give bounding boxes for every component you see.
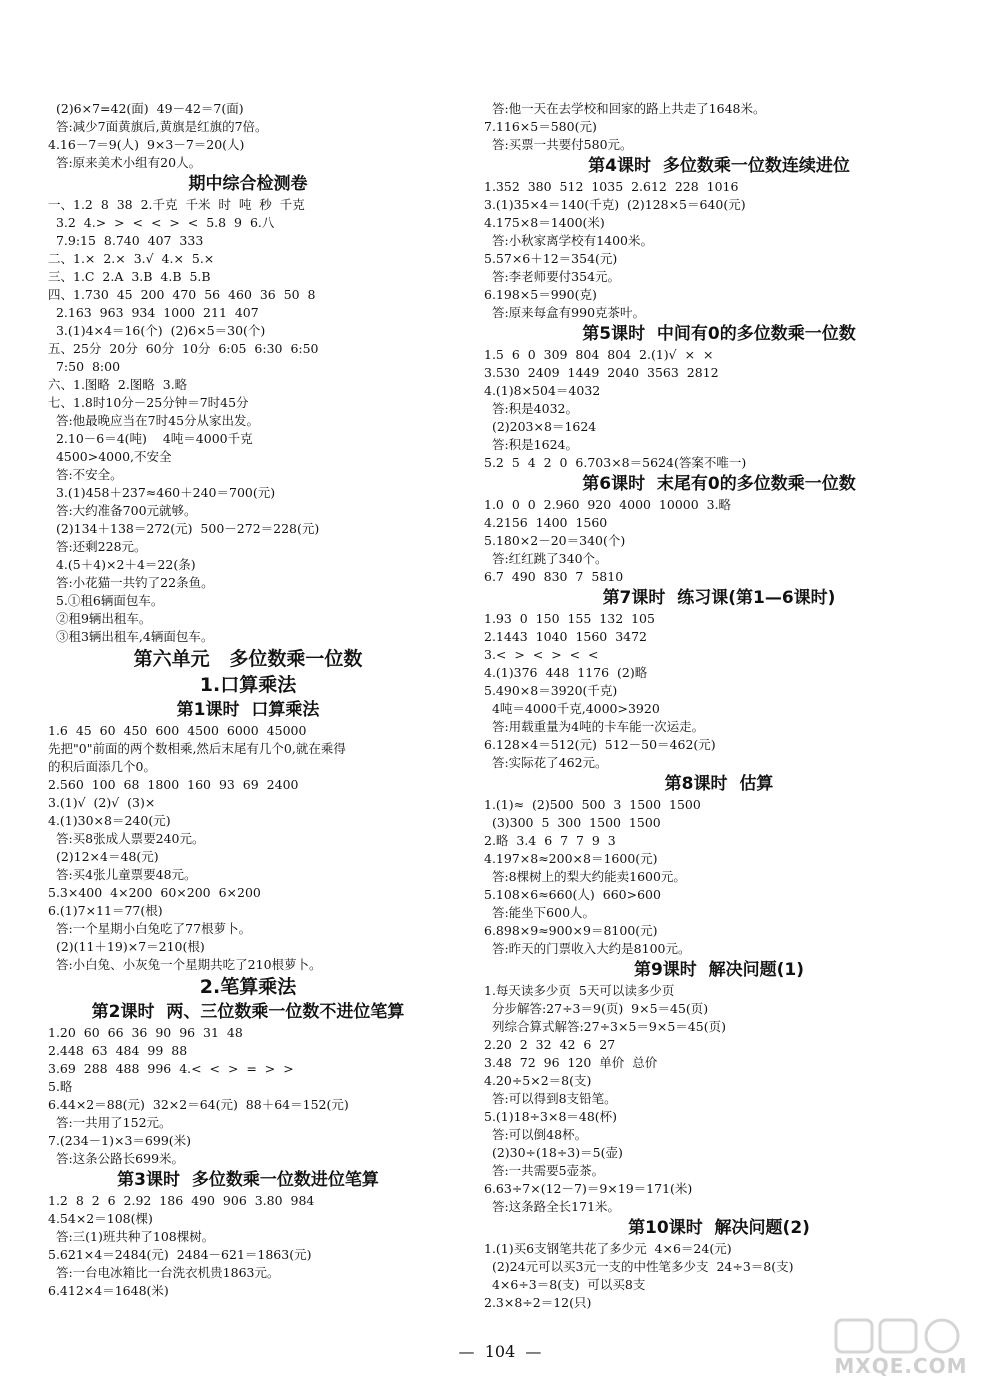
answer-line: 4吨＝4000千克,4000>3920 [484, 701, 660, 716]
answer-line: 4.54×2＝108(棵) [48, 1211, 153, 1226]
answer-line: 3.2 4.> > < < > < 5.8 9 6.八 [48, 215, 275, 230]
answer-line: 1.(1)买6支钢笔共花了多少元 4×6＝24(元) [484, 1241, 732, 1256]
answer-line: 3.530 2409 1449 2040 3563 2812 [484, 365, 719, 380]
answer-line: 5.3×400 4×200 60×200 6×200 [48, 885, 261, 900]
section-heading: 期中综合检测卷 [188, 174, 308, 194]
answer-line: 4.(5＋4)×2＋4＝22(条) [48, 557, 196, 572]
answer-line: 答:实际花了462元。 [484, 755, 608, 770]
answer-line: 2.3×8÷2＝12(只) [484, 1295, 592, 1310]
section-heading: 第5课时 中间有0的多位数乘一位数 [582, 324, 856, 344]
answer-line: 答:一台电冰箱比一台洗衣机贵1863元。 [48, 1265, 280, 1280]
section-heading: 第9课时 解决问题(1) [633, 960, 805, 980]
section-heading: 第10课时 解决问题(2) [628, 1218, 810, 1238]
answer-line: 1.352 380 512 1035 2.612 228 1016 [484, 179, 739, 194]
answer-line: 答:还剩228元。 [48, 539, 147, 554]
answer-line: 答:用载重量为4吨的卡车能一次运走。 [484, 719, 705, 734]
answer-line: 二、1.× 2.× 3.√ 4.× 5.× [48, 251, 215, 266]
answer-line: 四、1.730 45 200 470 56 460 36 50 8 [48, 287, 316, 302]
answer-line: 4.197×8≈200×8＝1600(元) [484, 851, 658, 866]
watermark-text: MXQE.COM [834, 1354, 968, 1378]
answer-line: 答:可以得到8支铅笔。 [484, 1091, 617, 1106]
answer-line: 5.①租6辆面包车。 [48, 593, 164, 608]
answer-line: 2.1443 1040 1560 3472 [484, 629, 648, 644]
answer-line: 6.7 490 830 7 5810 [484, 569, 624, 584]
section-heading: 第3课时 多位数乘一位数进位笔算 [117, 1170, 379, 1190]
answer-line: 2.略 3.4 6 7 7 9 3 [484, 833, 616, 848]
answer-line: 答:红红跳了340个。 [484, 551, 608, 566]
answer-line: 7:50 8:00 [48, 359, 121, 374]
answer-line: 5.621×4＝2484(元) 2484－621＝1863(元) [48, 1247, 312, 1262]
answer-line: 2.163 963 934 1000 211 407 [48, 305, 259, 320]
section-heading: 第8课时 估算 [664, 774, 774, 794]
answer-line: 答:买票一共要付580元。 [484, 137, 633, 152]
answer-line: 1.(1)≈ (2)500 500 3 1500 1500 [484, 797, 701, 812]
answer-line: 3.(1)4×4＝16(个) (2)6×5＝30(个) [48, 323, 266, 338]
answer-line: 五、25分 20分 60分 10分 6:05 6:30 6:50 [48, 341, 319, 356]
answer-line: 4.(1)376 448 1176 (2)略 [484, 665, 648, 680]
answer-line: 6.63÷7×(12－7)＝9×19＝171(米) [484, 1181, 693, 1196]
answer-line: 7.116×5＝580(元) [484, 119, 597, 134]
answer-line: (2)(11＋19)×7＝210(根) [48, 939, 205, 954]
answer-line: 六、1.图略 2.图略 3.略 [48, 377, 188, 392]
answer-line: 5.57×6＋12＝354(元) [484, 251, 618, 266]
answer-line: 4×6÷3＝8(支) 可以买8支 [484, 1277, 646, 1292]
answer-line: 答:这条路全长171米。 [484, 1199, 621, 1214]
answer-line: 1.2 8 2 6 2.92 186 490 906 3.80 984 [48, 1193, 315, 1208]
answer-line: 1.6 45 60 450 600 4500 6000 45000 [48, 723, 307, 738]
answer-line: 答:他最晚应当在7时45分从家出发。 [48, 413, 260, 428]
answer-line: 3.(1)35×4＝140(千克) (2)128×5＝640(元) [484, 197, 746, 212]
answer-line: 5.180×2－20＝340(个) [484, 533, 626, 548]
answer-line: 答:一个星期小白兔吃了77根萝卜。 [48, 921, 252, 936]
answer-line: 5.(1)18÷3×8＝48(杯) [484, 1109, 618, 1124]
section-heading: 第7课时 练习课(第1—6课时) [602, 588, 836, 608]
answer-line: 4.16－7＝9(人) 9×3－7＝20(人) [48, 137, 245, 152]
section-heading: 1.口算乘法 [199, 674, 297, 696]
section-heading: 第2课时 两、三位数乘一位数不进位笔算 [91, 1002, 405, 1022]
answer-line: ③租3辆出租车,4辆面包车。 [48, 629, 214, 644]
answer-line: (2)30÷(18÷3)＝5(壶) [484, 1145, 623, 1160]
answer-line: 答:大约准备700元就够。 [48, 503, 197, 518]
answer-line: 1.93 0 150 155 132 105 [484, 611, 655, 626]
answer-line: 先把"0"前面的两个数相乘,然后末尾有几个0,就在乘得 [48, 741, 346, 756]
answer-line: 答:积是4032。 [484, 401, 578, 416]
answer-line: 七、1.8时10分－25分钟＝7时45分 [48, 395, 249, 410]
answer-line: 一、1.2 8 38 2.千克 千米 时 吨 秒 千克 [48, 197, 305, 212]
answer-line: 5.108×6≈660(人) 660>600 [484, 887, 661, 902]
answer-line: 7.9:15 8.740 407 333 [48, 233, 204, 248]
answer-line: 5.2 5 4 2 0 6.703×8＝5624(答案不唯一) [484, 455, 747, 470]
answer-line: 3.(1)√ (2)√ (3)× [48, 795, 156, 810]
answer-line: 4.2156 1400 1560 [484, 515, 608, 530]
answer-line: 1.5 6 0 309 804 804 2.(1)√ × × [484, 347, 714, 362]
answer-line: 2.20 2 32 42 6 27 [484, 1037, 616, 1052]
answer-line: 6.128×4＝512(元) 512－50＝462(元) [484, 737, 716, 752]
answer-line: 3.48 72 96 120 单价 总价 [484, 1055, 658, 1070]
watermark-icon [834, 1316, 964, 1356]
answer-line: (2)24元可以买3元一支的中性笔多少支 24÷3＝8(支) [484, 1259, 794, 1274]
answer-line: 答:买4张儿童票要48元。 [48, 867, 197, 882]
answer-line: 答:三(1)班共种了108棵树。 [48, 1229, 215, 1244]
section-heading: 2.笔算乘法 [199, 976, 297, 998]
answer-line: 答:能坐下600人。 [484, 905, 596, 920]
answer-line: 答:买8张成人票要240元。 [48, 831, 205, 846]
answer-line: 4.(1)8×504＝4032 [484, 383, 601, 398]
answer-line: 答:积是1624。 [484, 437, 578, 452]
answer-line: 6.44×2＝88(元) 32×2＝64(元) 88＋64＝152(元) [48, 1097, 349, 1112]
answer-line: 6.412×4＝1648(米) [48, 1283, 169, 1298]
answer-line: 2.448 63 484 99 88 [48, 1043, 188, 1058]
answer-line: 答:一共用了152元。 [48, 1115, 172, 1130]
answer-line: 6.(1)7×11＝77(根) [48, 903, 163, 918]
answer-line: 答:可以倒48杯。 [484, 1127, 588, 1142]
answer-line: 6.898×9≈900×9＝8100(元) [484, 923, 658, 938]
answer-line: 答:小秋家离学校有1400米。 [484, 233, 653, 248]
right-column [484, 100, 954, 1312]
answer-line: 4.(1)30×8＝240(元) [48, 813, 171, 828]
answer-line: 答:小白兔、小灰兔一个星期共吃了210根萝卜。 [48, 957, 322, 972]
answer-line: 答:昨天的门票收入大约是8100元。 [484, 941, 691, 956]
answer-line: (2)12×4＝48(元) [48, 849, 159, 864]
answer-line: 1.0 0 0 2.960 920 4000 10000 3.略 [484, 497, 732, 512]
answer-line: 5.490×8＝3920(千克) [484, 683, 618, 698]
answer-line: 2.10－6＝4(吨) 4吨＝4000千克 [48, 431, 253, 446]
answer-line: 1.每天读多少页 5天可以读多少页 [484, 983, 675, 998]
answer-line: (2)134＋138＝272(元) 500－272＝228(元) [48, 521, 320, 536]
answer-line: 3.< > < > < < [484, 647, 599, 662]
answer-line: 2.560 100 68 1800 160 93 69 2400 [48, 777, 299, 792]
answer-line: 答:8棵树上的梨大约能卖1600元。 [484, 869, 686, 884]
section-heading: 第1课时 口算乘法 [176, 700, 320, 720]
answer-line: 答:小花猫一共钓了22条鱼。 [48, 575, 214, 590]
answer-line: (3)300 5 300 1500 1500 [484, 815, 661, 830]
answer-line: (2)6×7=42(面) 49－42＝7(面) [48, 101, 244, 116]
answer-line: 3.(1)458＋237≈460＋240＝700(元) [48, 485, 276, 500]
answer-line: 答:他一天在去学校和回家的路上共走了1648米。 [484, 101, 766, 116]
answer-line: 答:这条公路长699米。 [48, 1151, 185, 1166]
page-number: — 104 — [458, 1342, 542, 1361]
answer-line: 的积后面添几个0。 [48, 759, 156, 774]
section-heading: 第4课时 多位数乘一位数连续进位 [588, 156, 850, 176]
left-column [48, 100, 448, 1300]
answer-line: 4500>4000,不安全 [48, 449, 172, 464]
answer-line: 3.69 288 488 996 4.< < > = > > [48, 1061, 294, 1076]
answer-line: 1.20 60 66 36 90 96 31 48 [48, 1025, 243, 1040]
answer-line: 答:不安全。 [48, 467, 123, 482]
answer-line: 三、1.C 2.A 3.B 4.B 5.B [48, 269, 211, 284]
answer-line: 4.20÷5×2＝8(支) [484, 1073, 592, 1088]
answer-line: (2)203×8＝1624 [484, 419, 597, 434]
section-heading: 第六单元 多位数乘一位数 [133, 648, 363, 670]
answer-line: 7.(234－1)×3＝699(米) [48, 1133, 192, 1148]
answer-line: 答:李老师要付354元。 [484, 269, 621, 284]
answer-line: 列综合算式解答:27÷3×5＝9×5＝45(页) [484, 1019, 726, 1034]
answer-line: 4.175×8＝1400(米) [484, 215, 605, 230]
answer-line: 答:原来美术小组有20人。 [48, 155, 202, 170]
answer-line: 分步解答:27÷3＝9(页) 9×5＝45(页) [484, 1001, 709, 1016]
answer-line: 答:一共需要5壶茶。 [484, 1163, 605, 1178]
answer-line: 答:原来每盒有990克茶叶。 [484, 305, 646, 320]
answer-line: 6.198×5＝990(克) [484, 287, 597, 302]
answer-line: 答:减少7面黄旗后,黄旗是红旗的7倍。 [48, 119, 268, 134]
watermark-logo [816, 1316, 986, 1378]
section-heading: 第6课时 末尾有0的多位数乘一位数 [582, 474, 856, 494]
answer-line: ②租9辆出租车。 [48, 611, 152, 626]
answer-line: 5.略 [48, 1079, 73, 1094]
